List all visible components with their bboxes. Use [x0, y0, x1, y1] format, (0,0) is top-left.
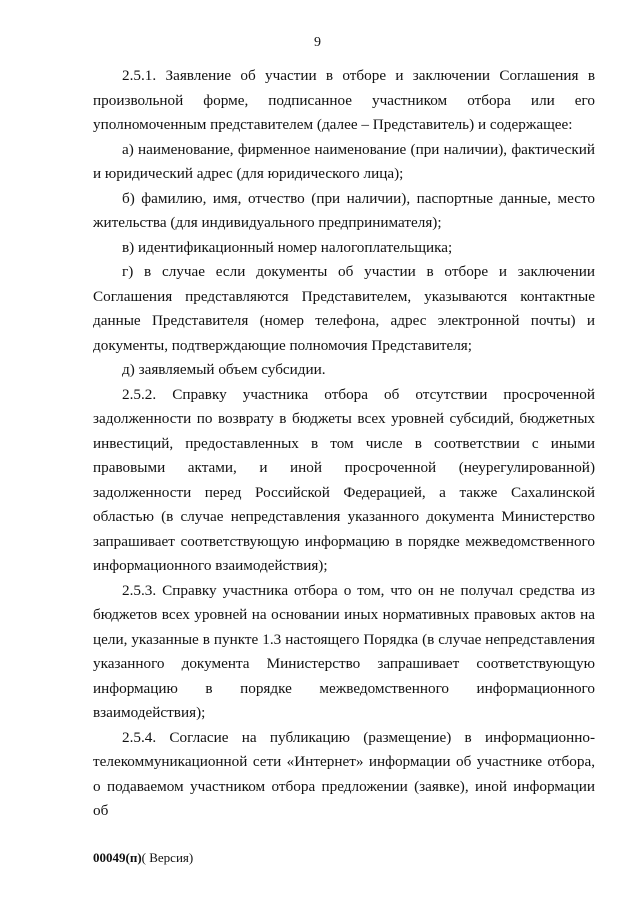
paragraph-2-5-4: 2.5.4. Согласие на публикацию (размещение) в информационно-телекоммуникационной сети «Интернет» информации об участнике отбора, о подаваемом участником отбора предложении (заявке), иной информации об [93, 728, 595, 819]
paragraph-2-5-3: 2.5.3. Справку участника отбора о том, что он не получал средства из бюджетов всех уровней на основании иных нормативных правовых актов на цели, указанные в пункте 1.3 настоящего Порядка (в случае непредставления указанного документа Министерство запрашивает соответствующую информацию в порядке межведомственного информационного взаимодействия); [93, 581, 595, 721]
footer-version: ( Версия) [141, 850, 194, 865]
list-item-a: а) наименование, фирменное наименование (при наличии), фактический и юридический адрес (для юридического лица); [93, 140, 595, 182]
document-body [93, 64, 595, 824]
list-item-g: г) в случае если документы об участии в отборе и заключении Соглашения представляются Представителем, указываются контактные данные Представителя (номер телефона, адрес электронной почты) и документы, подтверждающие полномочия Представителя; [93, 263, 595, 354]
document-footer [93, 850, 193, 866]
list-item-b: б) фамилию, имя, отчество (при наличии), паспортные данные, место жительства (для индивидуального предпринимателя); [93, 189, 595, 231]
list-item-d: д) заявляемый объем субсидии. [122, 361, 326, 378]
paragraph-2-5-2: 2.5.2. Справку участника отбора об отсутствии просроченной задолженности по возврату в бюджеты всех уровней субсидий, бюджетных инвестиций, предоставленных в том числе в соответствии с иными правовыми актами, и иной просроченной (неурегулированной) задолженности перед Российской Федерацией, а также Сахалинской областью (в случае непредставления указанного документа Министерство запрашивает соответствующую информацию в порядке межведомственного информационного взаимодействия); [93, 385, 595, 574]
page-number: 9 [314, 35, 321, 50]
paragraph-2-5-1: 2.5.1. Заявление об участии в отборе и заключении Соглашения в произвольной форме, подписанное участником отбора или его уполномоченным представителем (далее – Представитель) и содержащее: [93, 67, 595, 133]
footer-code: 00049(п) [93, 850, 142, 865]
list-item-v: в) идентификационный номер налогоплательщика; [122, 238, 453, 256]
